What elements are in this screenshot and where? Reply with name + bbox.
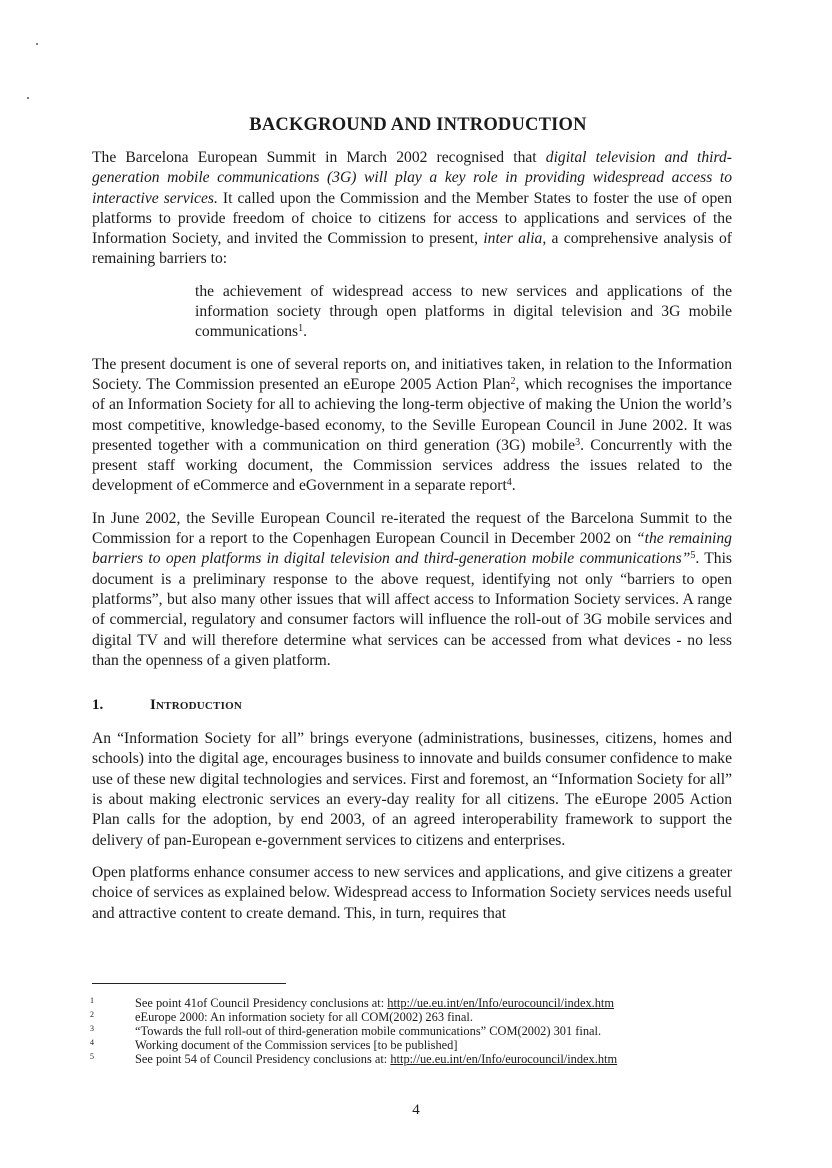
footnote-number: 5 [90,1052,94,1061]
text-span: . [303,323,307,341]
footnote-ref: 4 [506,477,512,489]
section-heading [92,695,732,716]
page-number: 4 [412,1102,420,1118]
footnote-number: 4 [90,1038,94,1047]
footnote-text: “Towards the full roll-out of third-generation mobile communications” COM(2002) 301 final. [135,1024,602,1038]
footnote-ref: 5 [690,550,696,562]
scan-speck [36,43,38,45]
footnote-ref: 1 [298,323,304,335]
text-span: The Barcelona European Summit in March 2002 recognised that [92,149,546,166]
text-span: It called upon the Commission and the Member States to foster the use of open platforms to provide freedom of choice to citizens for access to applications and services of the Information Society, and invited the Commission to present, [92,189,732,248]
emphasis-text: “the remaining barriers to open platforms in digital television and third-generation mobile communications” [92,530,732,568]
footnote [90,1010,750,1024]
footnote-number: 3 [90,1024,94,1033]
intro-paragraph-1 [92,148,732,270]
text-span: The present document is one of several reports on, and initiatives taken, in relation to the Information Society. The Commission presented an eEurope 2005 Action Plan [92,355,732,393]
block-quote [195,282,732,343]
footnote-text: eEurope 2000: An information society for all COM(2002) 263 final. [135,1010,473,1024]
footnote-number: 2 [90,1010,94,1019]
footnote [90,1024,750,1038]
section-number: 1. [92,697,104,714]
footnote-text: Working document of the Commission services [to be published] [135,1038,458,1052]
footnote-text: See point 54 of Council Presidency conclusions at: [135,1052,391,1066]
intro-paragraph-2 [92,355,732,497]
page-title: BACKGROUND AND INTRODUCTION [249,115,587,135]
scan-speck [27,97,29,99]
footnotes [90,996,750,1066]
footnote-text: See point 41of Council Presidency conclusions at: [135,996,388,1010]
text-span: . [511,477,516,495]
quote-text: the achievement of widespread access to new services and applications of the information society through open platforms in digital television and 3G mobile communications [195,282,732,341]
footnote-link[interactable]: http://ue.eu.int/en/Info/eurocouncil/index.htm [387,996,615,1010]
text-span: , which recognises the importance of an Information Society for all to achieving the long-term objective of making the Union the world’s most competitive, knowledge-based economy, to the Seville European Council in June 2002. It was presented together with a communication on third generation (3G) mobile [92,375,732,454]
text-span: a comprehensive analysis of remaining barriers to: [92,230,732,268]
section-paragraph-1: An “Information Society for all” brings everyone (administrations, businesses, citizens, homes and schools) into the digital age, encourages business to innovate and builds consumer confidence to make use of these new digital technologies and services. First and foremost, an “Information Society for all” is about making electronic services an every-day reality for all citizens. The eEurope 2005 Action Plan calls for the adoption, by end 2003, of an agreed interoperability framework to support the delivery of pan-European e-government services to citizens and enterprises. [92,730,732,849]
intro-paragraph-3 [92,509,732,671]
section-title: Introduction [150,697,242,714]
footnote-ref: 3 [575,436,581,448]
footnote [90,1038,750,1052]
footnote [90,996,750,1010]
text-span: In June 2002, the Seville European Council re-iterated the request of the Barcelona Summit to the Commission for a report to the Copenhagen European Council in December 2002 on [92,509,732,548]
footnote-link[interactable]: http://ue.eu.int/en/Info/eurocouncil/index.htm [390,1052,618,1066]
section-paragraph-2: Open platforms enhance consumer access to new services and applications, and give citizens a greater choice of services as explained below. Widespread access to Information Society services needs useful and attractive content to create demand. This, in turn, requires that [92,863,732,922]
text-span: . Concurrently with the present staff working document, the Commission services address the issues related to the development of eCommerce and eGovernment in a separate report [92,436,732,495]
footnote-number: 1 [90,996,94,1005]
emphasis-text: inter alia, [483,230,547,248]
footnote [90,1052,750,1066]
footnote-ref: 2 [510,375,516,387]
text-span: . This document is a preliminary response to the above request, identifying not only “barriers to open platforms”, but also many other issues that will affect access to Information Society services. A range of commercial, regulatory and consumer factors will influence the roll-out of 3G mobile services and digital TV and will therefore determine what services can be accessed from what devices - no less than the openness of a given platform. [92,550,732,669]
page-body [92,115,732,936]
emphasis-text: digital television and third-generation mobile communications (3G) will play a key role in providing widespread access to interactive services. [92,149,732,207]
footnote-divider [92,983,286,984]
